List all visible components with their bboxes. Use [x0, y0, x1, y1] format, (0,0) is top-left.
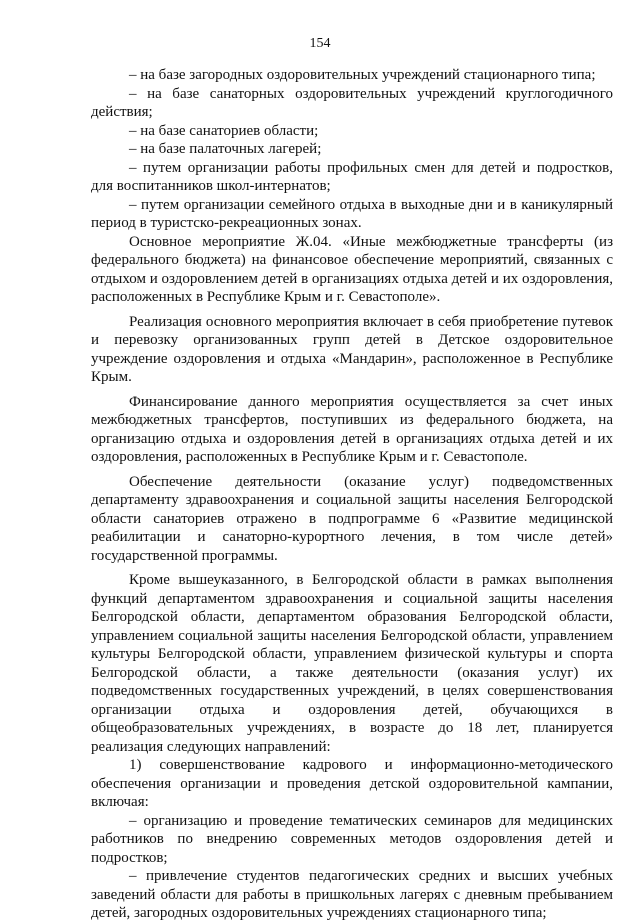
list-item: – путем организации работы профильных смен для детей и подростков, для воспитанников школ-интернатов; — [91, 159, 613, 194]
paragraph: Кроме вышеуказанного, в Белгородской области в рамках выполнения функций департаментом здравоохранения и социальной защиты населения Белгородской области, департаментом образования Белгородской области, управлением социальной защиты населения Белгородской области, управлением культуры Белгородской области, управлением физической культуры и спорта Белгородской области, а также деятельности (оказания услуг) их подведомственных государственных учреждений, в целях совершенствования организации отдыха и оздоровления детей, обучающихся в общеобразовательных учреждениях, в возрасте до 18 лет, планируется реализация следующих направлений: — [91, 572, 613, 755]
list-item: – на базе санаториев области; — [129, 122, 319, 139]
list-item: – на базе загородных оздоровительных учреждений стационарного типа; — [129, 67, 596, 83]
paragraph: 1) совершенствование кадрового и информационно-методического обеспечения организации и проведения детской оздоровительной кампании, включая: — [91, 757, 613, 810]
document-body — [91, 66, 613, 923]
list-item: – привлечение студентов педагогических средних и высших учебных заведений области для работы в пришкольных лагерях с дневным пребыванием детей, загородных оздоровительных учреждениях стационарного типа; — [91, 868, 613, 921]
list-item: – на базе санаторных оздоровительных учреждений круглогодичного действия; — [91, 85, 613, 120]
paragraph: Основное мероприятие Ж.04. «Иные межбюджетные трансферты (из федерального бюджета) на финансовое обеспечение мероприятий, связанных с отдыхом и оздоровлением детей в организациях отдыха детей и их оздоровления, расположенных в Республике Крым и г. Севастополе». — [91, 233, 613, 305]
paragraph: Обеспечение деятельности (оказание услуг) подведомственных департаменту здравоохранения и социальной защиты населения Белгородской области санаториев отражено в подпрограмме 6 «Развитие медицинской реабилитации и санаторно-курортного лечения, в том числе детей» государственной программы. — [91, 473, 613, 564]
paragraph: Реализация основного мероприятия включает в себя приобретение путевок и перевозку организованных групп детей в Детское оздоровительное учреждение оздоровления и отдыха «Мандарин», расположенное в Республике Крым. — [91, 313, 613, 385]
list-item: – организацию и проведение тематических семинаров для медицинских работников по внедрению современных методов оздоровления детей и подростков; — [91, 812, 613, 866]
list-item: – на базе палаточных лагерей; — [129, 141, 322, 157]
paragraph: Финансирование данного мероприятия осуществляется за счет иных межбюджетных трансфертов, поступивших из федерального бюджета, на организацию отдыха и оздоровления детей в организациях отдыха детей и их оздоровления, расположенных в Республике Крым и г. Севастополе. — [91, 393, 613, 465]
list-item: – путем организации семейного отдыха в выходные дни и в каникулярный период в туристско-рекреационных зонах. — [91, 196, 613, 231]
page-number: 154 — [309, 36, 331, 51]
